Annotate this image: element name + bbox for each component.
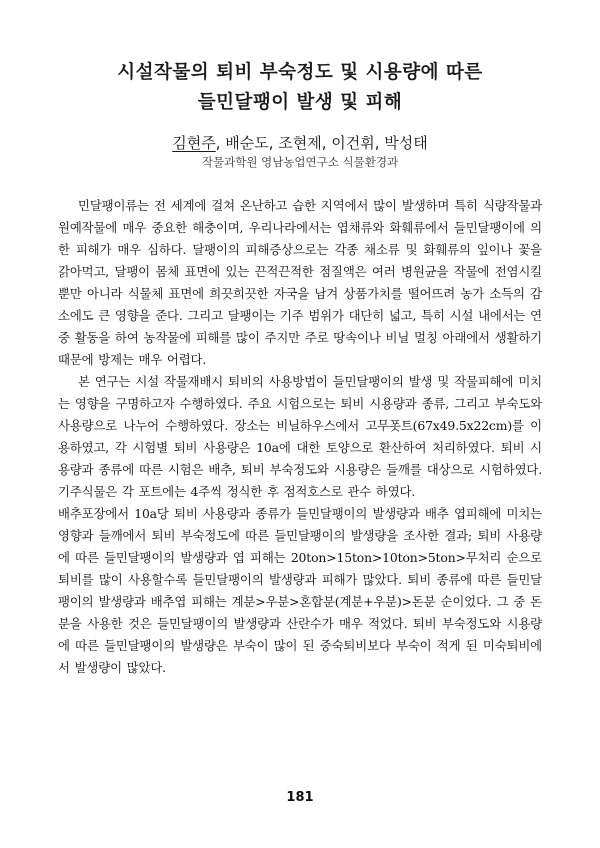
paragraph-results: 배추포장에서 10a당 퇴비 사용량과 종류가 들민달팽이의 발생량과 배추 엽피해에 미치는 영향과 들깨에서 퇴비 부숙정도에 따른 들민달팽이의 발생량을 조사한 결과; 퇴비 사용량에 따른 들민달팽이의 발생량과 엽 피해는 20ton>15ton>10ton>5ton>무처리 순으로 퇴비를 많이 사용할수록 들민달팽이의 발생량과 피해가 많았다. 퇴비 종류에 따른 들민달팽이의 발생량과 배추엽 피해는 계분>우분>혼합분(계분+우분)>돈분 순이었다. 그 중 돈분을 사용한 것은 들민달팽이의 발생량과 산란수가 매우 적었다. 퇴비 부숙정도와 시용량에 따른 들민달팽이의 발생량은 부숙이 많이 된 중숙퇴비보다 부숙이 적게 된 미숙퇴비에서 발생량이 많았다. — [58, 506, 542, 675]
title-line-2: 들민달팽이 발생 및 피해 — [197, 92, 403, 113]
title-line-1: 시설작물의 퇴비 부숙정도 및 시용량에 따른 — [117, 62, 483, 83]
abstract-body — [58, 195, 542, 679]
paragraph-methods: 본 연구는 시설 작물재배시 퇴비의 사용방법이 들민달팽이의 발생 및 작물피해에 미치는 영향을 구명하고자 수행하였다. 주요 시험으로는 퇴비 시용량과 종류, 그리고 부숙도와 사용량으로 나누어 수행하였다. 장소는 비닐하우스에서 고무폿트(67x49.5x22cm)를 이용하였고, 각 시험별 퇴비 사용량은 10a에 대한 토양으로 환산하여 처리하였다. 퇴비 시용량과 종류에 따른 시험은 배추, 퇴비 부숙정도와 시용량은 들깨를 대상으로 시험하였다. 기주식물은 각 포트에는 4주씩 정식한 후 점적호스로 관수 하였다. — [58, 374, 542, 499]
page-number: 181 — [286, 790, 314, 805]
co-authors: , 배순도, 조현제, 이건휘, 박성태 — [215, 134, 428, 152]
presenting-author: 김현주 — [172, 134, 216, 152]
affiliation: 작물과학원 영남농업연구소 식물환경과 — [201, 155, 399, 169]
paper-title — [0, 58, 600, 118]
author-list — [0, 133, 600, 153]
paragraph-background: 민달팽이류는 전 세계에 걸쳐 온난하고 습한 지역에서 많이 발생하며 특히 식량작물과 원예작물에 매우 중요한 해충이며, 우리나라에서는 엽채류와 화훼류에서 들민달팽이에 의한 피해가 매우 심하다. 달팽이의 피해증상으로는 각종 채소류 및 화훼류의 잎이나 꽃을 갉아먹고, 달팽이 몸체 표면에 있는 끈적끈적한 점질액은 여러 병원균을 작물에 전염시킬 뿐만 아니라 식물체 표면에 희끗희끗한 자국을 남겨 상품가치를 떨어뜨려 농가 소득의 감소에도 큰 영향을 준다. 그리고 달팽이는 기주 범위가 대단히 넓고, 특히 시설 내에서는 연중 활동을 하여 농작물에 피해를 많이 주지만 주로 땅속이나 비닐 멀칭 아래에서 생활하기 때문에 방제는 매우 어렵다. — [58, 198, 542, 367]
